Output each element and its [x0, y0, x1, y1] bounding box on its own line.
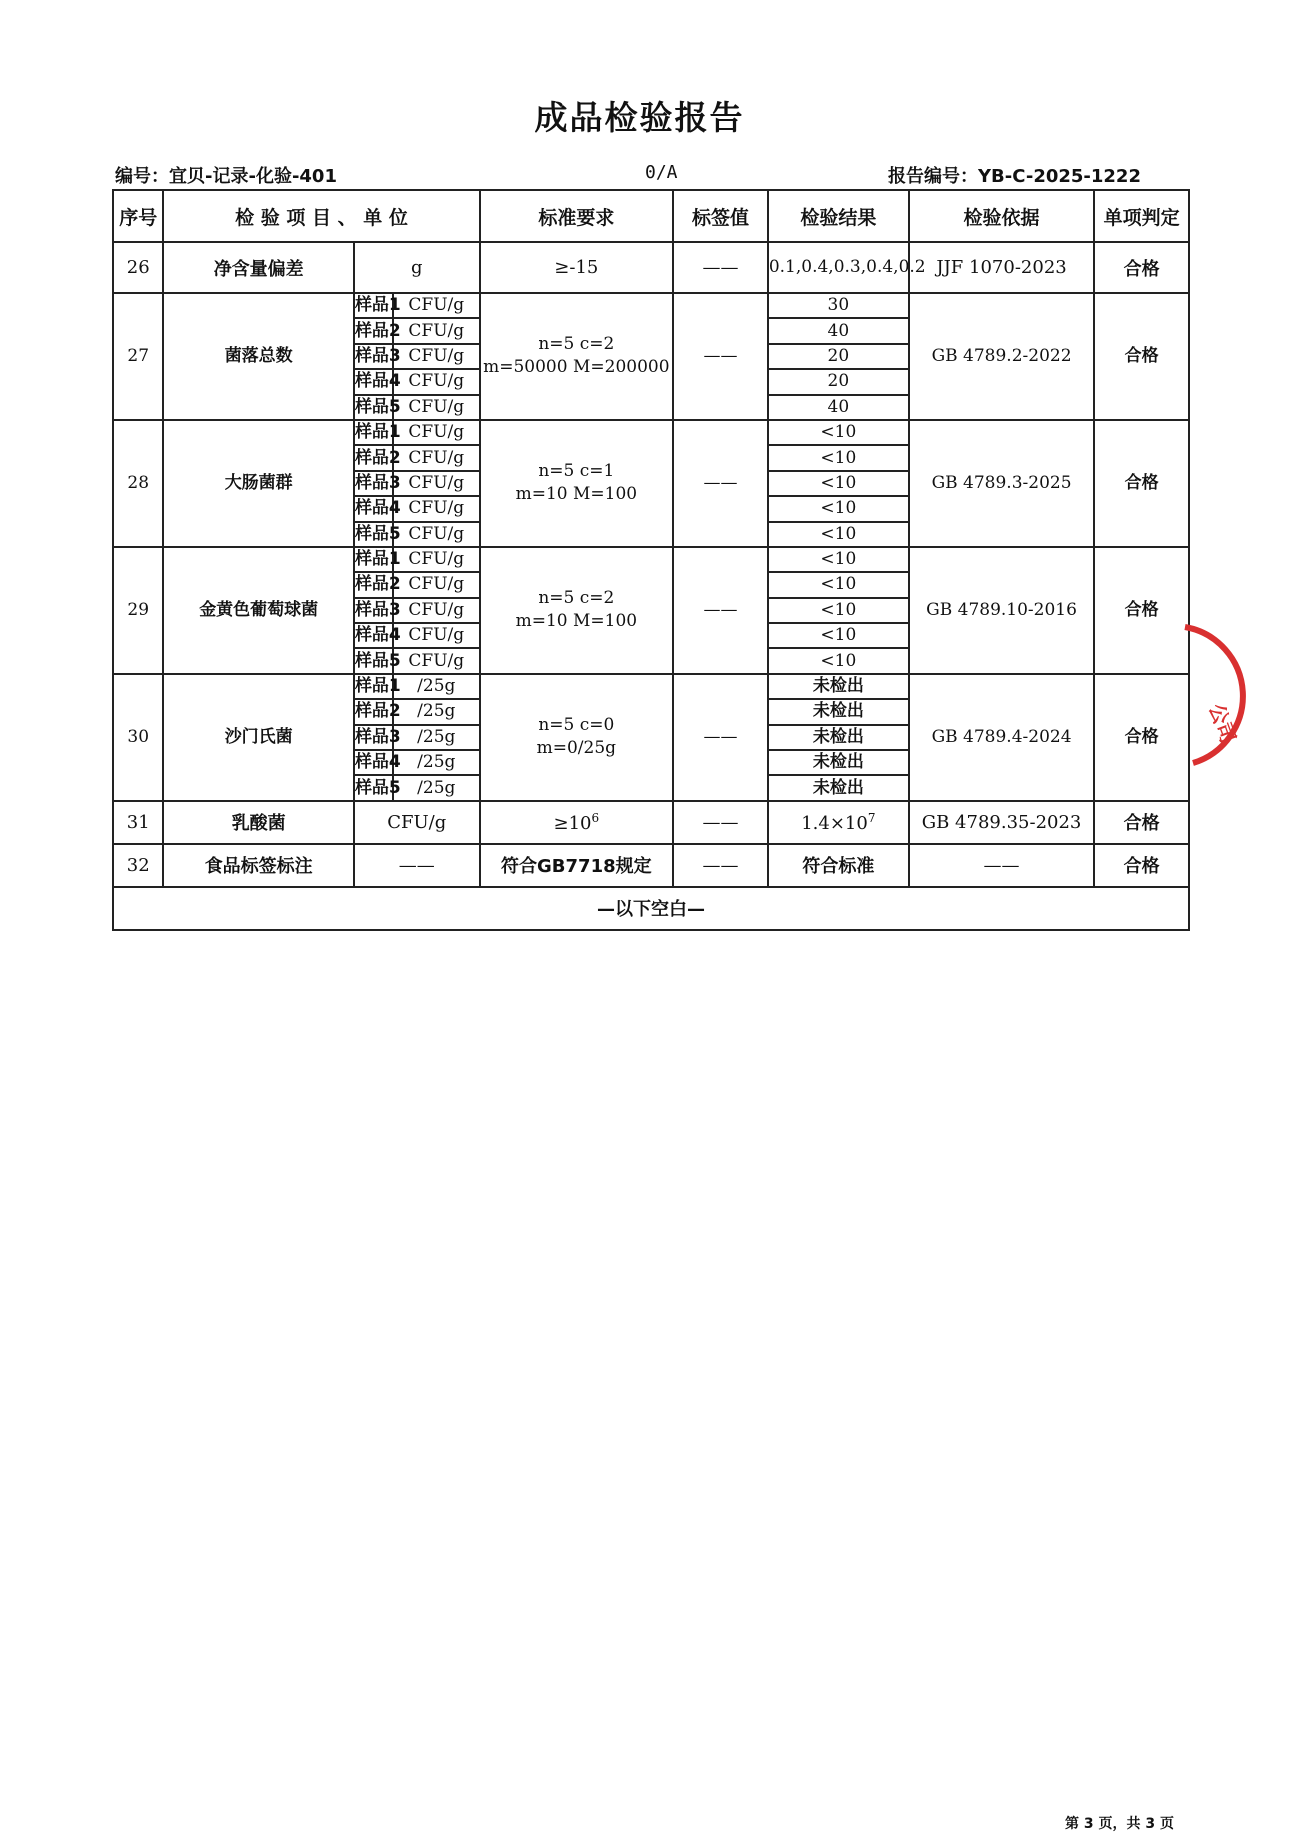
standard-line-1: n=5 c=2: [538, 588, 615, 609]
company-seal: [1165, 615, 1295, 775]
version: 0/A: [645, 162, 678, 183]
row-result: 0.1,0.4,0.3,0.4,0.2: [768, 242, 909, 293]
row-item: 乳酸菌: [163, 801, 353, 844]
row-standard: [480, 293, 674, 420]
row-item: 大肠菌群: [163, 420, 353, 547]
sample-unit: CFU/g: [393, 395, 479, 420]
header-result: 检验结果: [768, 190, 909, 242]
sample-result: 未检出: [768, 750, 909, 775]
row-verdict: 合格: [1094, 420, 1189, 547]
row-unit: g: [354, 242, 480, 293]
standard-exponent: 6: [591, 810, 600, 825]
report-title: 成品检验报告: [534, 98, 745, 137]
header-row: [113, 190, 1189, 242]
sample-name: 样品2: [354, 572, 393, 597]
sample-result: <10: [768, 445, 909, 470]
row-verdict: 合格: [1094, 674, 1189, 801]
sample-unit: CFU/g: [393, 547, 479, 572]
sample-name: 样品4: [354, 369, 393, 394]
header-item: 检 验 项 目 、 单 位: [163, 190, 479, 242]
sample-result: 30: [768, 293, 909, 318]
sample-name: 样品5: [354, 648, 393, 673]
row-label-value: ——: [673, 547, 768, 674]
standard-line-2: m=50000 M=200000: [483, 357, 670, 378]
row-no: 32: [113, 844, 163, 887]
row-basis: GB 4789.3-2025: [909, 420, 1094, 547]
header-basis: 检验依据: [909, 190, 1094, 242]
sample-unit: CFU/g: [393, 648, 479, 673]
row-no: 29: [113, 547, 163, 674]
row-result: 符合标准: [768, 844, 909, 887]
row-label-value: ——: [673, 242, 768, 293]
sample-result: <10: [768, 598, 909, 623]
table-row: [113, 801, 1189, 844]
row-verdict: 合格: [1094, 242, 1189, 293]
standard-line-1: n=5 c=0: [538, 715, 615, 736]
report-number: 报告编号：YB-C-2025-1222: [888, 166, 1141, 187]
sample-unit: CFU/g: [393, 522, 479, 547]
header-standard: 标准要求: [480, 190, 674, 242]
sample-name: 样品4: [354, 623, 393, 648]
sample-result: <10: [768, 471, 909, 496]
row-no: 26: [113, 242, 163, 293]
header-no: 序号: [113, 190, 163, 242]
row-standard: [480, 547, 674, 674]
row-standard: [480, 420, 674, 547]
row-basis: GB 4789.2-2022: [909, 293, 1094, 420]
row-unit: ——: [354, 844, 480, 887]
table-row: [113, 547, 1189, 572]
result-base: 1.4×10: [801, 812, 868, 834]
sample-result: 未检出: [768, 699, 909, 724]
standard-line-2: m=10 M=100: [515, 484, 638, 505]
sample-unit: /25g: [393, 699, 479, 724]
row-unit: CFU/g: [354, 801, 480, 844]
sample-result: 未检出: [768, 725, 909, 750]
sample-name: 样品1: [354, 674, 393, 699]
sample-unit: CFU/g: [393, 445, 479, 470]
row-basis: ——: [909, 844, 1094, 887]
sample-name: 样品3: [354, 725, 393, 750]
sample-result: <10: [768, 496, 909, 521]
table-row: [113, 674, 1189, 699]
sample-name: 样品1: [354, 293, 393, 318]
standard-base: ≥10: [553, 812, 592, 834]
sample-result: <10: [768, 420, 909, 445]
row-item: 菌落总数: [163, 293, 353, 420]
sample-name: 样品5: [354, 775, 393, 800]
sample-name: 样品1: [354, 547, 393, 572]
standard-line-1: n=5 c=1: [538, 461, 615, 482]
sample-name: 样品5: [354, 395, 393, 420]
row-label-value: ——: [673, 293, 768, 420]
standard-line-2: m=0/25g: [536, 738, 617, 759]
seal-text: 公司: [1204, 700, 1241, 747]
sample-name: 样品4: [354, 496, 393, 521]
row-verdict: 合格: [1094, 801, 1189, 844]
row-basis: JJF 1070-2023: [909, 242, 1094, 293]
seal-arc: [1185, 627, 1243, 763]
sample-result: 未检出: [768, 775, 909, 800]
row-label-value: ——: [673, 420, 768, 547]
row-item: 食品标签标注: [163, 844, 353, 887]
sample-result: 20: [768, 369, 909, 394]
result-exponent: 7: [867, 810, 876, 825]
standard-line-2: m=10 M=100: [515, 611, 638, 632]
inspection-table: [112, 189, 1190, 931]
end-note: —以下空白—: [113, 887, 1189, 930]
sample-result: <10: [768, 522, 909, 547]
row-basis: GB 4789.10-2016: [909, 547, 1094, 674]
row-item: 沙门氏菌: [163, 674, 353, 801]
sample-name: 样品3: [354, 471, 393, 496]
sample-name: 样品5: [354, 522, 393, 547]
sample-name: 样品2: [354, 318, 393, 343]
row-verdict: 合格: [1094, 293, 1189, 420]
sample-result: 40: [768, 395, 909, 420]
sample-unit: CFU/g: [393, 420, 479, 445]
table-row: [113, 242, 1189, 293]
row-basis: GB 4789.4-2024: [909, 674, 1094, 801]
table-row: [113, 420, 1189, 445]
sample-result: <10: [768, 623, 909, 648]
sample-result: 未检出: [768, 674, 909, 699]
sample-unit: /25g: [393, 674, 479, 699]
sample-unit: CFU/g: [393, 623, 479, 648]
row-no: 30: [113, 674, 163, 801]
row-label-value: ——: [673, 844, 768, 887]
sample-name: 样品4: [354, 750, 393, 775]
row-label-value: ——: [673, 674, 768, 801]
sample-unit: CFU/g: [393, 369, 479, 394]
sample-unit: /25g: [393, 725, 479, 750]
row-item: 金黄色葡萄球菌: [163, 547, 353, 674]
row-no: 27: [113, 293, 163, 420]
sample-result: <10: [768, 648, 909, 673]
row-verdict: 合格: [1094, 844, 1189, 887]
sample-result: <10: [768, 547, 909, 572]
header-label-value: 标签值: [673, 190, 768, 242]
sample-unit: /25g: [393, 750, 479, 775]
row-standard: [480, 674, 674, 801]
page-footer: 第 3 页，共 3 页: [1065, 1816, 1174, 1832]
sample-result: 40: [768, 318, 909, 343]
sample-unit: CFU/g: [393, 496, 479, 521]
sample-unit: CFU/g: [393, 598, 479, 623]
row-basis: GB 4789.35-2023: [909, 801, 1094, 844]
row-standard: [480, 801, 674, 844]
table-row: [113, 844, 1189, 887]
sample-unit: /25g: [393, 775, 479, 800]
row-no: 28: [113, 420, 163, 547]
row-no: 31: [113, 801, 163, 844]
row-label-value: ——: [673, 801, 768, 844]
row-item: 净含量偏差: [163, 242, 353, 293]
header-verdict: 单项判定: [1094, 190, 1189, 242]
end-row: [113, 887, 1189, 930]
sample-name: 样品1: [354, 420, 393, 445]
sample-unit: CFU/g: [393, 318, 479, 343]
sample-result: 20: [768, 344, 909, 369]
sample-unit: CFU/g: [393, 572, 479, 597]
sample-unit: CFU/g: [393, 471, 479, 496]
sample-name: 样品3: [354, 598, 393, 623]
standard-line-1: n=5 c=2: [538, 334, 615, 355]
sample-unit: CFU/g: [393, 344, 479, 369]
sample-name: 样品3: [354, 344, 393, 369]
row-verdict: 合格: [1094, 547, 1189, 674]
sample-unit: CFU/g: [393, 293, 479, 318]
sample-name: 样品2: [354, 699, 393, 724]
sample-result: <10: [768, 572, 909, 597]
sample-name: 样品2: [354, 445, 393, 470]
row-standard: 符合GB7718规定: [480, 844, 674, 887]
row-standard: ≥-15: [480, 242, 674, 293]
row-result: [768, 801, 909, 844]
table-row: [113, 293, 1189, 318]
record-number: 编号：宜贝-记录-化验-401: [115, 166, 337, 187]
